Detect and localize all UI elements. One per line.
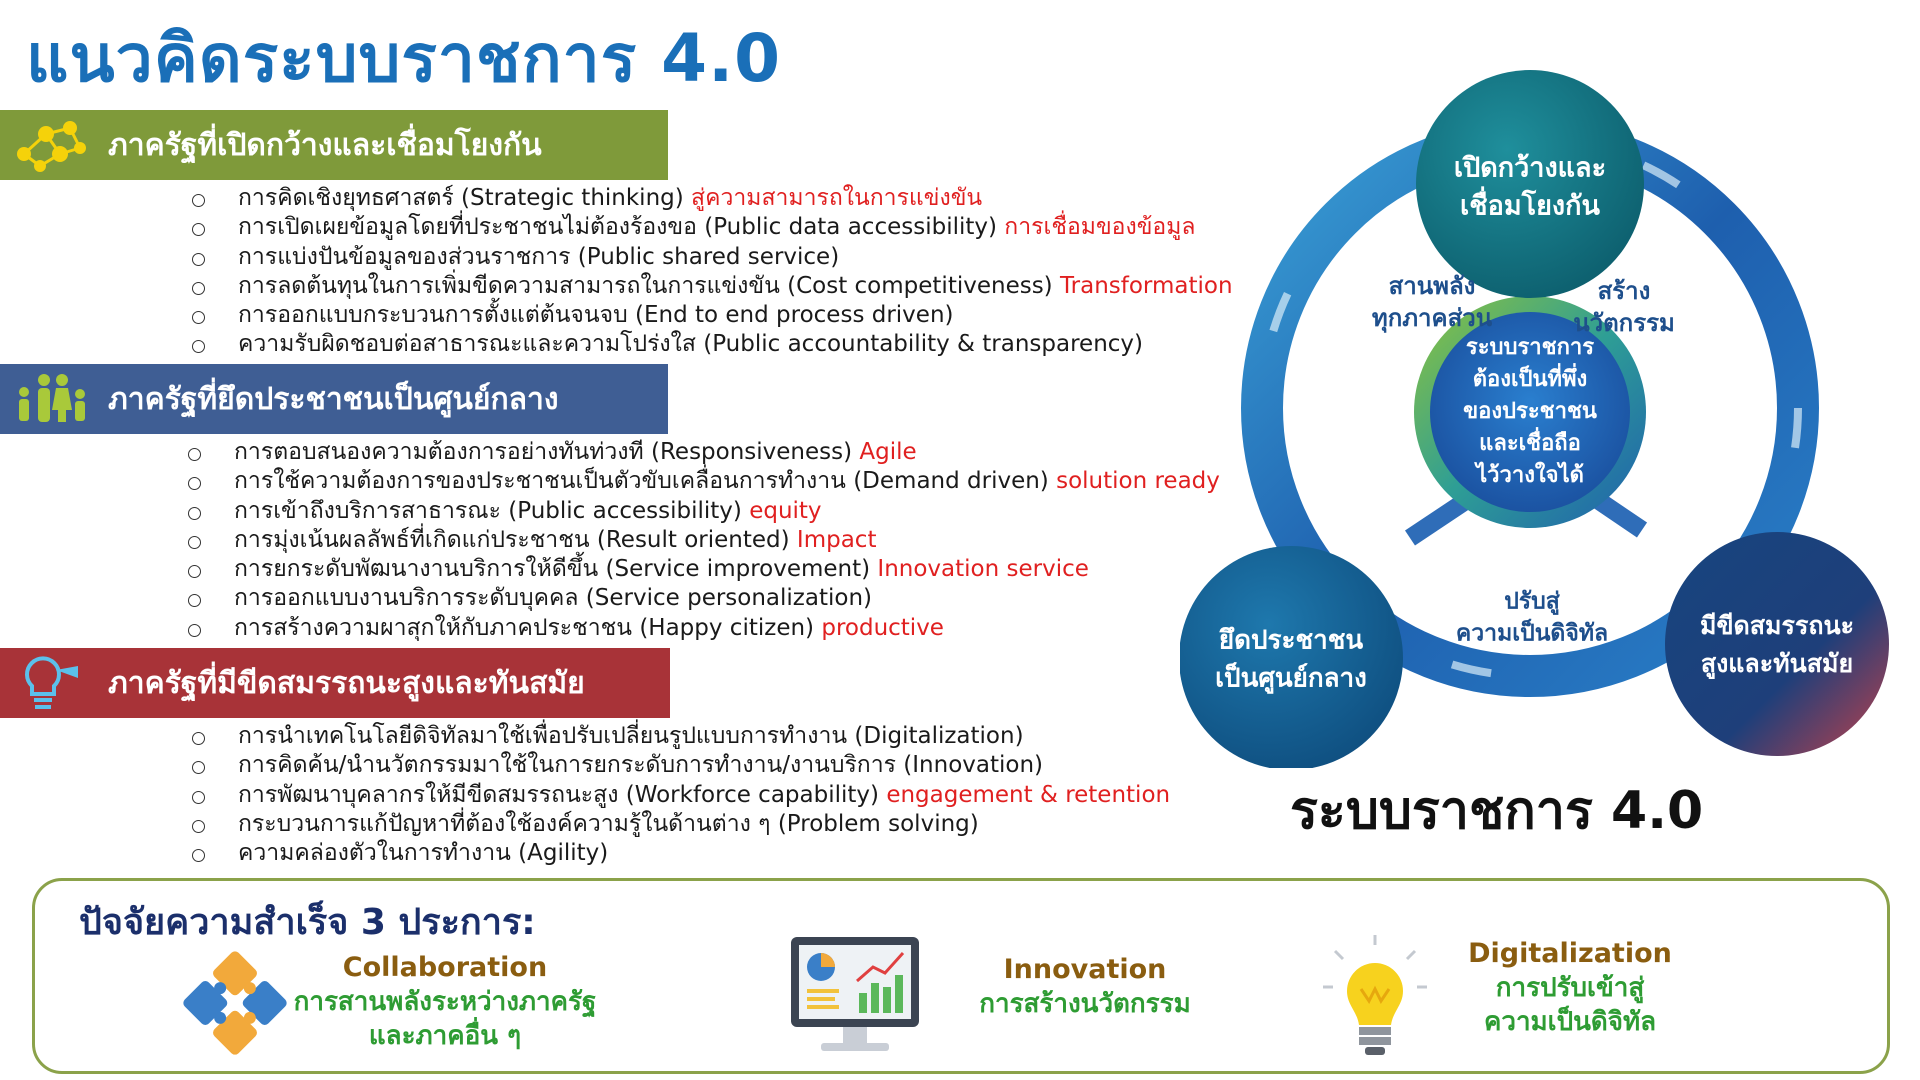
center-text-line: ของประชาชน bbox=[1463, 399, 1597, 424]
diagram-caption: ระบบราชการ 4.0 bbox=[1290, 781, 1704, 841]
lightbulb-icon bbox=[1321, 933, 1429, 1061]
list-item-text: การใช้ความต้องการของประชาชนเป็นตัวขับเคลื่อนการทำงาน (Demand driven) bbox=[234, 468, 1057, 495]
list-item-text: การออกแบบงานบริการระดับบุคคล (Service personalization) bbox=[234, 585, 873, 612]
list-item bbox=[192, 722, 1170, 751]
list-item-text: การพัฒนาบุคลากรให้มีขีดสมรรถนะสูง (Workforce capability) bbox=[238, 781, 887, 808]
list-item-text: การมุ่งเน้นผลลัพธ์ที่เกิดแก่ประชาชน (Result oriented) bbox=[234, 526, 797, 553]
list-item-text: การเข้าถึงบริการสาธารณะ (Public accessibility) bbox=[234, 497, 750, 524]
list-item bbox=[188, 614, 1220, 643]
list-item bbox=[192, 184, 1233, 213]
success-factors-panel bbox=[32, 878, 1890, 1074]
monitor-chart-icon bbox=[785, 931, 925, 1061]
network-icon bbox=[10, 114, 90, 176]
list-item bbox=[192, 810, 1170, 839]
center-text bbox=[1463, 335, 1597, 488]
list-item bbox=[192, 243, 1233, 272]
ring-label-line: ความเป็นดิจิทัล bbox=[1455, 620, 1609, 647]
factor-innovation bbox=[935, 953, 1235, 1021]
list-item-text: การคิดค้น/นำนวัตกรรมมาใช้ในการยกระดับการทำงาน/งานบริการ (Innovation) bbox=[238, 752, 1044, 779]
factor-title: Digitalization bbox=[1468, 938, 1672, 969]
factor-collaboration bbox=[265, 951, 625, 1053]
list-item bbox=[188, 467, 1220, 496]
node-right bbox=[1665, 532, 1889, 756]
list-item bbox=[188, 555, 1220, 584]
list-item bbox=[192, 330, 1233, 359]
factor-desc-line: การสร้างนวัตกรรม bbox=[979, 989, 1191, 1019]
list-item-text: การลดต้นทุนในการเพิ่มขีดความสามารถในการแข่งขัน (Cost competitiveness) bbox=[238, 272, 1060, 299]
list-item-highlight: solution ready bbox=[1056, 468, 1220, 495]
list-item-text: การออกแบบกระบวนการตั้งแต่ต้นจนจบ (End to end process driven) bbox=[238, 302, 954, 329]
node-label-line: สูงและทันสมัย bbox=[1700, 649, 1854, 678]
section-heading-label: ภาครัฐที่มีขีดสมรรถนะสูงและทันสมัย bbox=[108, 665, 585, 701]
node-label-line: เปิดกว้างและ bbox=[1453, 152, 1607, 184]
section-heading-label: ภาครัฐที่ยึดประชาชนเป็นศูนย์กลาง bbox=[108, 381, 559, 417]
factors-title: ปัจจัยความสำเร็จ 3 ประการ: bbox=[79, 902, 536, 943]
factor-desc-line: ความเป็นดิจิทัล bbox=[1483, 1007, 1657, 1037]
center-text-line: ต้องเป็นที่พึ่ง bbox=[1472, 367, 1588, 392]
section-heading-open-connected bbox=[0, 110, 668, 180]
factor-desc-line: การปรับเข้าสู่ bbox=[1495, 973, 1645, 1003]
factor-title: Collaboration bbox=[342, 952, 548, 983]
section-heading-high-performance bbox=[0, 648, 670, 718]
node-label-line: เป็นศูนย์กลาง bbox=[1215, 663, 1367, 694]
list-item bbox=[188, 526, 1220, 555]
list-item-highlight: equity bbox=[749, 497, 822, 524]
list-item-highlight: Innovation service bbox=[877, 556, 1089, 583]
list-item-text: ความรับผิดชอบต่อสาธารณะและความโปร่งใส (Public accountability & transparency) bbox=[238, 331, 1143, 358]
list-item-text: การเปิดเผยข้อมูลโดยที่ประชาชนไม่ต้องร้องขอ (Public data accessibility) bbox=[238, 214, 1005, 241]
center-text-line: ระบบราชการ bbox=[1465, 335, 1595, 360]
node-label-line: ยึดประชาชน bbox=[1218, 625, 1364, 656]
ring-label-line: ทุกภาคส่วน bbox=[1371, 304, 1493, 332]
family-icon bbox=[10, 368, 90, 430]
list-item bbox=[192, 213, 1233, 242]
list-item-highlight: Transformation bbox=[1059, 272, 1233, 299]
page-title: แนวคิดระบบราชการ 4.0 bbox=[26, 20, 782, 97]
node-top bbox=[1416, 70, 1644, 298]
list-item bbox=[192, 301, 1233, 330]
list-item bbox=[188, 497, 1220, 526]
section-heading-label: ภาครัฐที่เปิดกว้างและเชื่อมโยงกัน bbox=[108, 127, 542, 163]
list-item-text: การคิดเชิงยุทธศาสตร์ (Strategic thinking) bbox=[238, 185, 692, 211]
list-item-text: ความคล่องตัวในการทำงาน (Agility) bbox=[238, 840, 609, 867]
factor-title: Innovation bbox=[1003, 954, 1167, 985]
section-item-list bbox=[192, 722, 1170, 868]
list-item-highlight: สู่ความสามารถในการแข่งขัน bbox=[691, 185, 983, 211]
ring-label-bottom bbox=[1456, 589, 1608, 647]
list-item-text: กระบวนการแก้ปัญหาที่ต้องใช้องค์ความรู้ในด้านต่าง ๆ (Problem solving) bbox=[238, 810, 979, 837]
ring-label-upper-left bbox=[1372, 272, 1493, 334]
ring-label-line: สานพลัง bbox=[1388, 272, 1476, 300]
center-text-line: ไว้วางใจได้ bbox=[1476, 463, 1584, 488]
list-item bbox=[192, 272, 1233, 301]
section-item-list bbox=[192, 184, 1233, 360]
list-item-text: การตอบสนองความต้องการอย่างทันท่วงที (Responsiveness) bbox=[234, 439, 860, 465]
list-item-text: การนำเทคโนโลยีดิจิทัลมาใช้เพื่อปรับเปลี่ยนรูปแบบการทำงาน (Digitalization) bbox=[238, 723, 1024, 749]
lightbulb-icon bbox=[10, 652, 90, 714]
list-item-text: การสร้างความผาสุกให้กับภาคประชาชน (Happy citizen) bbox=[234, 614, 822, 641]
factor-digitalization bbox=[1435, 937, 1705, 1039]
center-text-line: และเชื่อถือ bbox=[1479, 431, 1581, 456]
list-item-highlight: การเชื่อมของข้อมูล bbox=[1004, 214, 1196, 241]
ring-label-line: สร้าง bbox=[1597, 277, 1651, 305]
node-left bbox=[1180, 546, 1403, 768]
list-item-highlight: Impact bbox=[796, 526, 877, 553]
node-label-line: เชื่อมโยงกัน bbox=[1460, 190, 1600, 222]
factor-desc-line: การสานพลังระหว่างภาครัฐ bbox=[293, 987, 597, 1017]
ring-label-line: นวัตกรรม bbox=[1573, 309, 1675, 337]
list-item bbox=[188, 438, 1220, 467]
list-item-text: การแบ่งปันข้อมูลของส่วนราชการ (Public shared service) bbox=[238, 243, 840, 270]
list-item bbox=[188, 584, 1220, 613]
section-heading-citizen-centric bbox=[0, 364, 668, 434]
list-item bbox=[192, 781, 1170, 810]
node-label-line: มีขีดสมรรถนะ bbox=[1699, 611, 1855, 640]
list-item bbox=[192, 751, 1170, 780]
factor-desc-line: และภาคอื่น ๆ bbox=[368, 1021, 522, 1051]
section-item-list bbox=[188, 438, 1220, 643]
list-item-highlight: productive bbox=[821, 614, 944, 641]
ring-label-upper-right bbox=[1573, 277, 1675, 337]
cycle-diagram bbox=[1180, 48, 1900, 768]
ring-label-line: ปรับสู่ bbox=[1504, 588, 1560, 615]
list-item-text: การยกระดับพัฒนางานบริการให้ดีขึ้น (Service improvement) bbox=[234, 556, 878, 583]
list-item-highlight: engagement & retention bbox=[886, 781, 1171, 808]
list-item bbox=[192, 839, 1170, 868]
list-item-highlight: Agile bbox=[859, 439, 917, 465]
